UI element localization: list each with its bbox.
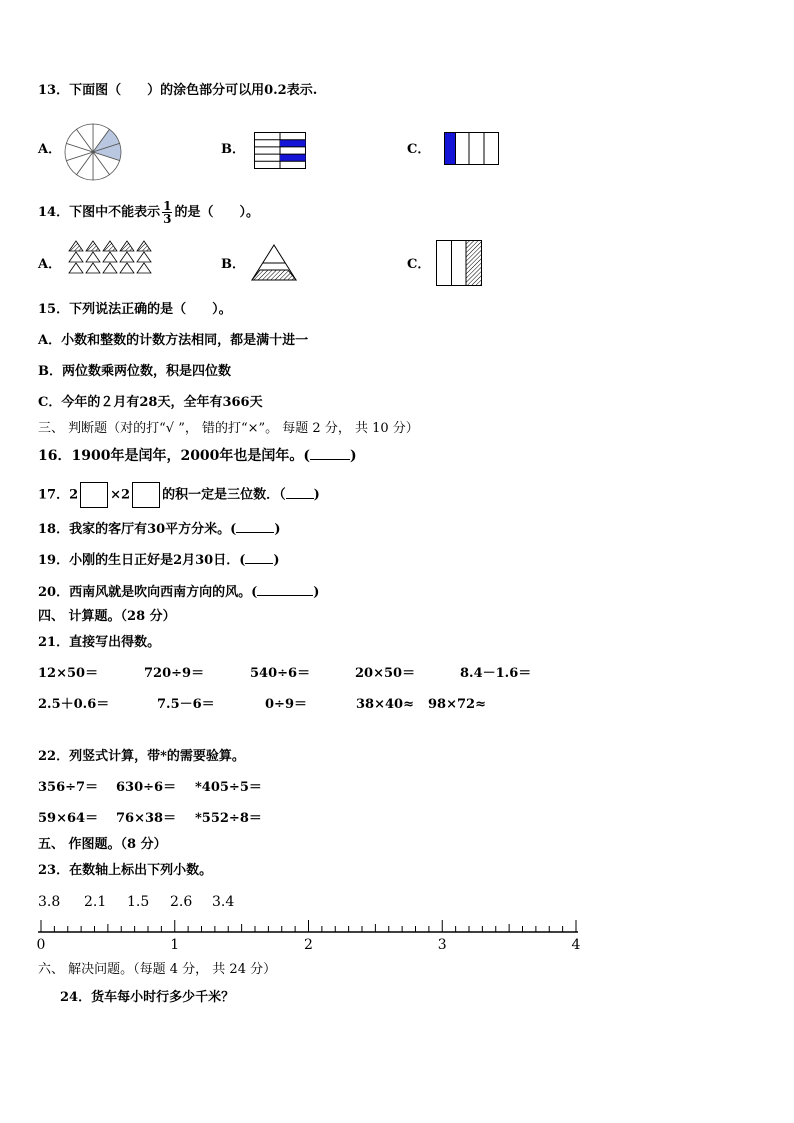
q13-circle-figure xyxy=(64,123,122,181)
q22-r2-c2: 76×38＝ xyxy=(116,811,177,826)
q21-r2-c5: 98×72≈ xyxy=(428,697,486,712)
q21-r1-c1: 12×50＝ xyxy=(38,666,99,681)
q16 xyxy=(38,447,357,464)
grid-triangle xyxy=(103,252,117,262)
q15-stem: 15．下列说法正确的是（ ）。 xyxy=(38,302,232,317)
q14-option-a-label[interactable]: A． xyxy=(38,257,62,272)
q14-triangle-grid-figure xyxy=(68,240,156,274)
grid-triangle xyxy=(137,241,151,251)
q22-r2-c3: *552÷8＝ xyxy=(195,811,262,826)
grid-triangle xyxy=(86,252,100,262)
q21-r2-c4: 38×40≈ xyxy=(356,697,414,712)
q19-answer-blank[interactable] xyxy=(245,551,273,564)
q21-r1-c4: 20×50＝ xyxy=(355,666,416,681)
q17-close-paren: ) xyxy=(313,487,320,503)
grid-triangle xyxy=(137,252,151,262)
q21-stem: 21．直接写出得数。 xyxy=(38,635,161,650)
q17-box-1[interactable] xyxy=(80,482,108,508)
grid-triangle xyxy=(120,263,134,273)
grid-triangle xyxy=(103,241,117,251)
q13-column-rect-figure xyxy=(444,132,499,165)
q14-layered-triangle-figure xyxy=(248,243,300,281)
q14-fraction-denominator: 3 xyxy=(163,212,172,226)
q23-number-3: 1.5 xyxy=(127,894,150,910)
q16-text: 16．1900年是闰年，2000年也是闰年。( xyxy=(38,448,311,464)
grid-triangle xyxy=(120,241,134,251)
q14-stem-pre: 14．下图中不能表示 xyxy=(38,205,161,220)
q20-answer-blank[interactable] xyxy=(257,583,313,596)
q17 xyxy=(38,482,320,509)
q18-text: 18．我家的客厅有30平方分米。( xyxy=(38,522,237,537)
q21-r2-c1: 2.5＋0.6＝ xyxy=(38,697,110,712)
q13-option-a-label[interactable]: A． xyxy=(38,142,62,157)
q13-striped-rect-figure xyxy=(254,132,306,169)
q14-stem xyxy=(38,200,259,225)
q22-r1-c1: 356÷7＝ xyxy=(38,780,99,795)
q14-fraction xyxy=(162,200,172,225)
grid-triangle xyxy=(103,263,117,273)
grid-triangle xyxy=(86,241,100,251)
q21-r1-c2: 720÷9＝ xyxy=(144,666,205,681)
grid-triangle xyxy=(137,263,151,273)
number-line-label: 0 xyxy=(36,937,46,953)
q20-text: 20．西南风就是吹向西南方向的风。( xyxy=(38,585,258,600)
number-line-label: 1 xyxy=(170,937,180,953)
q13-option-c-label[interactable]: C． xyxy=(407,142,431,157)
q14-option-b-label[interactable]: B． xyxy=(221,257,245,272)
grid-triangle xyxy=(69,252,83,262)
grid-triangle xyxy=(120,252,134,262)
q15-option-a[interactable]: A．小数和整数的计数方法相同，都是满十进一 xyxy=(38,333,309,348)
grid-triangle xyxy=(69,263,83,273)
q14-option-c-label[interactable]: C． xyxy=(407,257,431,272)
section-5-heading: 五、 作图题。（8 分） xyxy=(38,837,167,852)
q17-post: 的积一定是三位数．（ xyxy=(162,487,286,503)
q14-stem-post: 的是（ ）。 xyxy=(174,205,259,220)
q17-mid: ×2 xyxy=(110,487,131,503)
q21-r1-c5: 8.4－1.6＝ xyxy=(460,666,532,681)
q15-option-c[interactable]: C．今年的２月有28天，全年有366天 xyxy=(38,395,263,410)
q19-text: 19．小刚的生日正好是2月30日．( xyxy=(38,553,246,568)
q19-close-paren: ) xyxy=(273,553,280,568)
q23-number-1: 3.8 xyxy=(38,894,61,910)
q23-stem: 23．在数轴上标出下列小数。 xyxy=(38,863,213,878)
q23-number-4: 2.6 xyxy=(170,894,193,910)
section-3-heading: 三、 判断题（对的打“√ ”， 错的打“×”。 每题 2 分， 共 10 分） xyxy=(38,421,419,436)
q22-r1-c3: *405÷5＝ xyxy=(195,780,262,795)
q23-number-2: 2.1 xyxy=(84,894,107,910)
q23-number-5: 3.4 xyxy=(212,894,235,910)
q17-answer-blank[interactable] xyxy=(286,486,314,499)
q21-r2-c3: 0÷9＝ xyxy=(265,697,307,712)
q13-stem: 13．下面图（ ）的涂色部分可以用0.2表示. xyxy=(38,83,318,98)
q14-fraction-numerator: 1 xyxy=(163,199,172,213)
q22-stem: 22．列竖式计算，带*的需要验算。 xyxy=(38,749,245,764)
number-line-label: 3 xyxy=(437,937,447,953)
q15-option-b[interactable]: B．两位数乘两位数，积是四位数 xyxy=(38,364,231,379)
q24-text: 24．货车每小时行多少千米？ xyxy=(60,990,235,1005)
grid-triangle xyxy=(86,263,100,273)
q18-close-paren: ) xyxy=(274,522,281,537)
number-line-label: 2 xyxy=(304,937,313,953)
number-line-label: 4 xyxy=(571,937,581,953)
q13-option-b-label[interactable]: B． xyxy=(221,142,245,157)
q17-box-2[interactable] xyxy=(132,482,160,508)
grid-triangle xyxy=(69,241,83,251)
section-6-heading: 六、 解决问题。（每题 4 分， 共 24 分） xyxy=(38,962,277,977)
q18-answer-blank[interactable] xyxy=(236,520,274,533)
section-4-heading: 四、 计算题。（28 分） xyxy=(38,609,176,624)
q23-number-line[interactable] xyxy=(0,918,600,958)
q19 xyxy=(38,551,280,569)
q20-close-paren: ) xyxy=(313,585,320,600)
q21-r2-c2: 7.5－6＝ xyxy=(157,697,215,712)
q21-r1-c3: 540÷6＝ xyxy=(250,666,311,681)
q22-r2-c1: 59×64＝ xyxy=(38,811,99,826)
q16-answer-blank[interactable] xyxy=(310,447,350,460)
q16-close-paren: ) xyxy=(350,448,357,464)
q18 xyxy=(38,520,281,538)
q17-pre: 17．2 xyxy=(38,487,79,503)
q14-column-rect-figure xyxy=(436,240,482,286)
q20 xyxy=(38,583,319,601)
q22-r1-c2: 630÷6＝ xyxy=(116,780,177,795)
